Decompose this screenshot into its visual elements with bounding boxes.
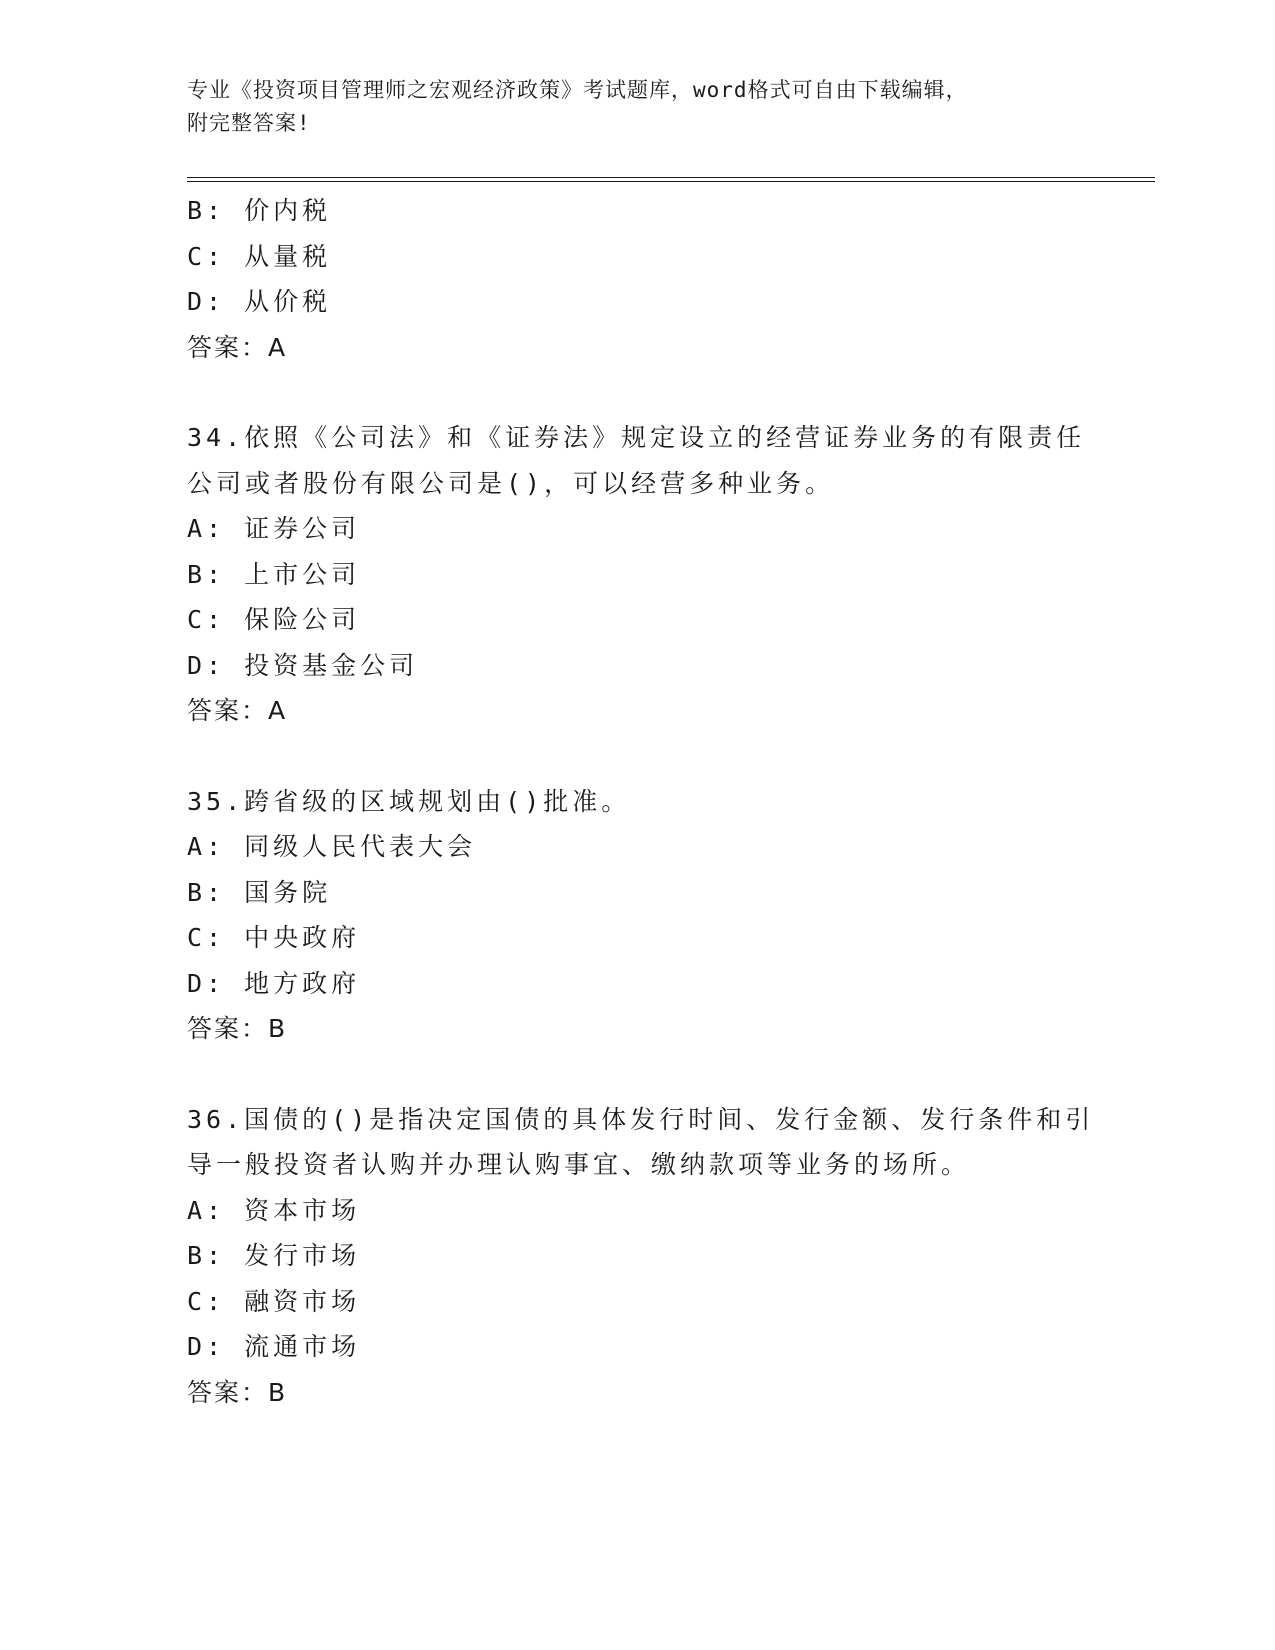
answer-line: 答案：B — [187, 1377, 288, 1407]
question-block-34 — [187, 415, 1087, 734]
question-text-line: 导一般投资者认购并办理认购事宜、缴纳款项等业务的场所。 — [187, 1150, 971, 1179]
option-b: B: 上市公司 — [187, 559, 361, 589]
option-c: C: 融资市场 — [187, 1286, 361, 1316]
option-c: C: 中央政府 — [187, 923, 361, 952]
option-d: D: 投资基金公司 — [187, 650, 419, 680]
question-block-35 — [187, 779, 1087, 1052]
header-line-2: 附完整答案! — [187, 111, 311, 135]
option-c: C: 保险公司 — [187, 605, 361, 634]
header-line-1: 专业《投资项目管理师之宏观经济政策》考试题库，word格式可自由下载编辑， — [187, 78, 968, 102]
option-d: D: 从价税 — [187, 287, 332, 316]
question-list — [187, 188, 1095, 1460]
option-b: B: 国务院 — [187, 877, 332, 907]
answer-line: 答案：B — [187, 1014, 288, 1043]
answer-line: 答案：A — [187, 696, 288, 725]
option-a: A: 资本市场 — [187, 1195, 361, 1225]
option-b: B: 价内税 — [187, 196, 332, 225]
answer-line: 答案：A — [187, 332, 288, 362]
option-c: C: 从量税 — [187, 241, 332, 271]
document-header — [187, 74, 1087, 140]
option-b: B: 发行市场 — [187, 1241, 361, 1270]
question-block-36 — [187, 1097, 1095, 1416]
question-block-33 — [187, 188, 1087, 370]
option-d: D: 地方政府 — [187, 968, 361, 998]
option-a: A: 同级人民代表大会 — [187, 832, 477, 861]
question-text-line: 34.依照《公司法》和《证券法》规定设立的经营证券业务的有限责任 — [187, 423, 1086, 452]
question-text-line: 35.跨省级的区域规划由()批准。 — [187, 786, 631, 816]
header-divider — [187, 177, 1155, 182]
option-a: A: 证券公司 — [187, 514, 361, 543]
question-text-line: 公司或者股份有限公司是()，可以经营多种业务。 — [187, 468, 835, 498]
question-text-line: 36.国债的()是指决定国债的具体发行时间、发行金额、发行条件和引 — [187, 1104, 1095, 1134]
option-d: D: 流通市场 — [187, 1332, 361, 1361]
